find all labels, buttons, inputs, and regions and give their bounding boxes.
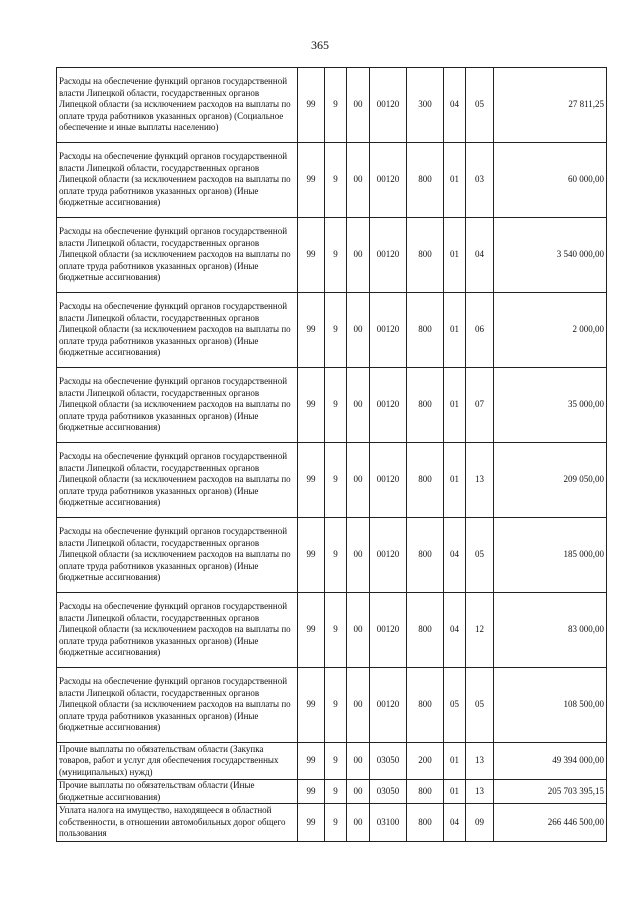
cell-amount: 83 000,00 [494, 593, 607, 668]
row-description: Прочие выплаты по обязательствам области (Иные бюджетные ассигнования) [57, 780, 298, 804]
cell-direction: 00120 [370, 518, 407, 593]
cell-subsection: 12 [466, 593, 494, 668]
cell-section: 01 [444, 743, 466, 780]
page-number: 365 [311, 38, 329, 52]
cell-expense-type: 800 [407, 218, 444, 293]
cell-subprogram: 9 [325, 518, 347, 593]
cell-program: 99 [298, 668, 325, 743]
cell-subsection: 07 [466, 368, 494, 443]
table-row [57, 743, 607, 780]
cell-expense-type: 800 [407, 593, 444, 668]
cell-section: 04 [444, 804, 466, 842]
row-description: Уплата налога на имущество, находящееся в областной собственности, в отношении автомобильных дорог общего пользования [57, 804, 298, 842]
cell-section: 05 [444, 668, 466, 743]
cell-section: 01 [444, 780, 466, 804]
cell-subsection: 09 [466, 804, 494, 842]
row-description: Прочие выплаты по обязательствам области (Закупка товаров, работ и услуг для обеспечения государственных (муниципальных) нужд) [57, 743, 298, 780]
cell-direction: 03050 [370, 743, 407, 780]
cell-subsection: 06 [466, 293, 494, 368]
cell-program: 99 [298, 780, 325, 804]
table-row [57, 780, 607, 804]
cell-expense-type: 800 [407, 443, 444, 518]
cell-expense-type: 800 [407, 143, 444, 218]
cell-subsection: 13 [466, 443, 494, 518]
cell-program: 99 [298, 368, 325, 443]
cell-subsection: 05 [466, 518, 494, 593]
row-description: Расходы на обеспечение функций органов государственной власти Липецкой области, государственных органов Липецкой области (за исключением расходов на выплаты по оплате труда работников указанных органов) (Иные бюджетные ассигнования) [57, 218, 298, 293]
table-row [57, 518, 607, 593]
cell-section: 01 [444, 293, 466, 368]
row-description: Расходы на обеспечение функций органов государственной власти Липецкой области, государственных органов Липецкой области (за исключением расходов на выплаты по оплате труда работников указанных органов) (Иные бюджетные ассигнования) [57, 668, 298, 743]
cell-program: 99 [298, 443, 325, 518]
table-row [57, 293, 607, 368]
cell-main-activity: 00 [347, 368, 370, 443]
cell-main-activity: 00 [347, 443, 370, 518]
table-row [57, 368, 607, 443]
cell-direction: 03050 [370, 780, 407, 804]
cell-expense-type: 800 [407, 518, 444, 593]
cell-direction: 00120 [370, 143, 407, 218]
cell-section: 01 [444, 443, 466, 518]
cell-program: 99 [298, 743, 325, 780]
cell-main-activity: 00 [347, 218, 370, 293]
table-row [57, 68, 607, 143]
cell-amount: 108 500,00 [494, 668, 607, 743]
cell-expense-type: 300 [407, 68, 444, 143]
budget-table [56, 67, 607, 842]
row-description: Расходы на обеспечение функций органов государственной власти Липецкой области, государственных органов Липецкой области (за исключением расходов на выплаты по оплате труда работников указанных органов) (Иные бюджетные ассигнования) [57, 518, 298, 593]
cell-direction: 00120 [370, 68, 407, 143]
table-row [57, 593, 607, 668]
cell-program: 99 [298, 804, 325, 842]
cell-main-activity: 00 [347, 518, 370, 593]
cell-direction: 00120 [370, 443, 407, 518]
cell-main-activity: 00 [347, 804, 370, 842]
cell-amount: 185 000,00 [494, 518, 607, 593]
cell-subprogram: 9 [325, 593, 347, 668]
cell-program: 99 [298, 593, 325, 668]
cell-program: 99 [298, 518, 325, 593]
cell-subsection: 05 [466, 68, 494, 143]
cell-amount: 3 540 000,00 [494, 218, 607, 293]
table-row [57, 804, 607, 842]
cell-main-activity: 00 [347, 293, 370, 368]
cell-direction: 00120 [370, 368, 407, 443]
row-description: Расходы на обеспечение функций органов государственной власти Липецкой области, государственных органов Липецкой области (за исключением расходов на выплаты по оплате труда работников указанных органов) (Социальное обеспечение и иные выплаты населению) [57, 68, 298, 143]
cell-section: 04 [444, 68, 466, 143]
cell-main-activity: 00 [347, 780, 370, 804]
cell-subsection: 13 [466, 743, 494, 780]
cell-section: 04 [444, 518, 466, 593]
cell-subsection: 13 [466, 780, 494, 804]
cell-subprogram: 9 [325, 293, 347, 368]
cell-subprogram: 9 [325, 218, 347, 293]
cell-main-activity: 00 [347, 593, 370, 668]
cell-program: 99 [298, 68, 325, 143]
cell-section: 01 [444, 368, 466, 443]
cell-subprogram: 9 [325, 804, 347, 842]
cell-section: 01 [444, 218, 466, 293]
cell-subprogram: 9 [325, 68, 347, 143]
cell-subsection: 04 [466, 218, 494, 293]
cell-subprogram: 9 [325, 443, 347, 518]
cell-expense-type: 800 [407, 368, 444, 443]
cell-subprogram: 9 [325, 668, 347, 743]
cell-amount: 266 446 500,00 [494, 804, 607, 842]
row-description: Расходы на обеспечение функций органов государственной власти Липецкой области, государственных органов Липецкой области (за исключением расходов на выплаты по оплате труда работников указанных органов) (Иные бюджетные ассигнования) [57, 293, 298, 368]
cell-amount: 60 000,00 [494, 143, 607, 218]
cell-subprogram: 9 [325, 368, 347, 443]
cell-amount: 205 703 395,15 [494, 780, 607, 804]
cell-amount: 209 050,00 [494, 443, 607, 518]
cell-section: 01 [444, 143, 466, 218]
cell-main-activity: 00 [347, 668, 370, 743]
cell-amount: 27 811,25 [494, 68, 607, 143]
cell-expense-type: 800 [407, 780, 444, 804]
table-row [57, 143, 607, 218]
cell-amount: 49 394 000,00 [494, 743, 607, 780]
row-description: Расходы на обеспечение функций органов государственной власти Липецкой области, государственных органов Липецкой области (за исключением расходов на выплаты по оплате труда работников указанных органов) (Иные бюджетные ассигнования) [57, 443, 298, 518]
row-description: Расходы на обеспечение функций органов государственной власти Липецкой области, государственных органов Липецкой области (за исключением расходов на выплаты по оплате труда работников указанных органов) (Иные бюджетные ассигнования) [57, 368, 298, 443]
cell-expense-type: 800 [407, 293, 444, 368]
table-row [57, 668, 607, 743]
cell-main-activity: 00 [347, 743, 370, 780]
cell-expense-type: 800 [407, 668, 444, 743]
cell-expense-type: 200 [407, 743, 444, 780]
cell-expense-type: 800 [407, 804, 444, 842]
cell-amount: 2 000,00 [494, 293, 607, 368]
table-body [57, 68, 607, 842]
cell-subsection: 03 [466, 143, 494, 218]
cell-subsection: 05 [466, 668, 494, 743]
cell-direction: 00120 [370, 668, 407, 743]
cell-program: 99 [298, 143, 325, 218]
cell-program: 99 [298, 293, 325, 368]
cell-direction: 00120 [370, 218, 407, 293]
row-description: Расходы на обеспечение функций органов государственной власти Липецкой области, государственных органов Липецкой области (за исключением расходов на выплаты по оплате труда работников указанных органов) (Иные бюджетные ассигнования) [57, 143, 298, 218]
cell-amount: 35 000,00 [494, 368, 607, 443]
cell-section: 04 [444, 593, 466, 668]
cell-main-activity: 00 [347, 68, 370, 143]
cell-main-activity: 00 [347, 143, 370, 218]
table-row [57, 218, 607, 293]
cell-subprogram: 9 [325, 143, 347, 218]
cell-direction: 00120 [370, 593, 407, 668]
cell-subprogram: 9 [325, 743, 347, 780]
cell-program: 99 [298, 218, 325, 293]
cell-subprogram: 9 [325, 780, 347, 804]
cell-direction: 00120 [370, 293, 407, 368]
table-row [57, 443, 607, 518]
cell-direction: 03100 [370, 804, 407, 842]
row-description: Расходы на обеспечение функций органов государственной власти Липецкой области, государственных органов Липецкой области (за исключением расходов на выплаты по оплате труда работников указанных органов) (Иные бюджетные ассигнования) [57, 593, 298, 668]
